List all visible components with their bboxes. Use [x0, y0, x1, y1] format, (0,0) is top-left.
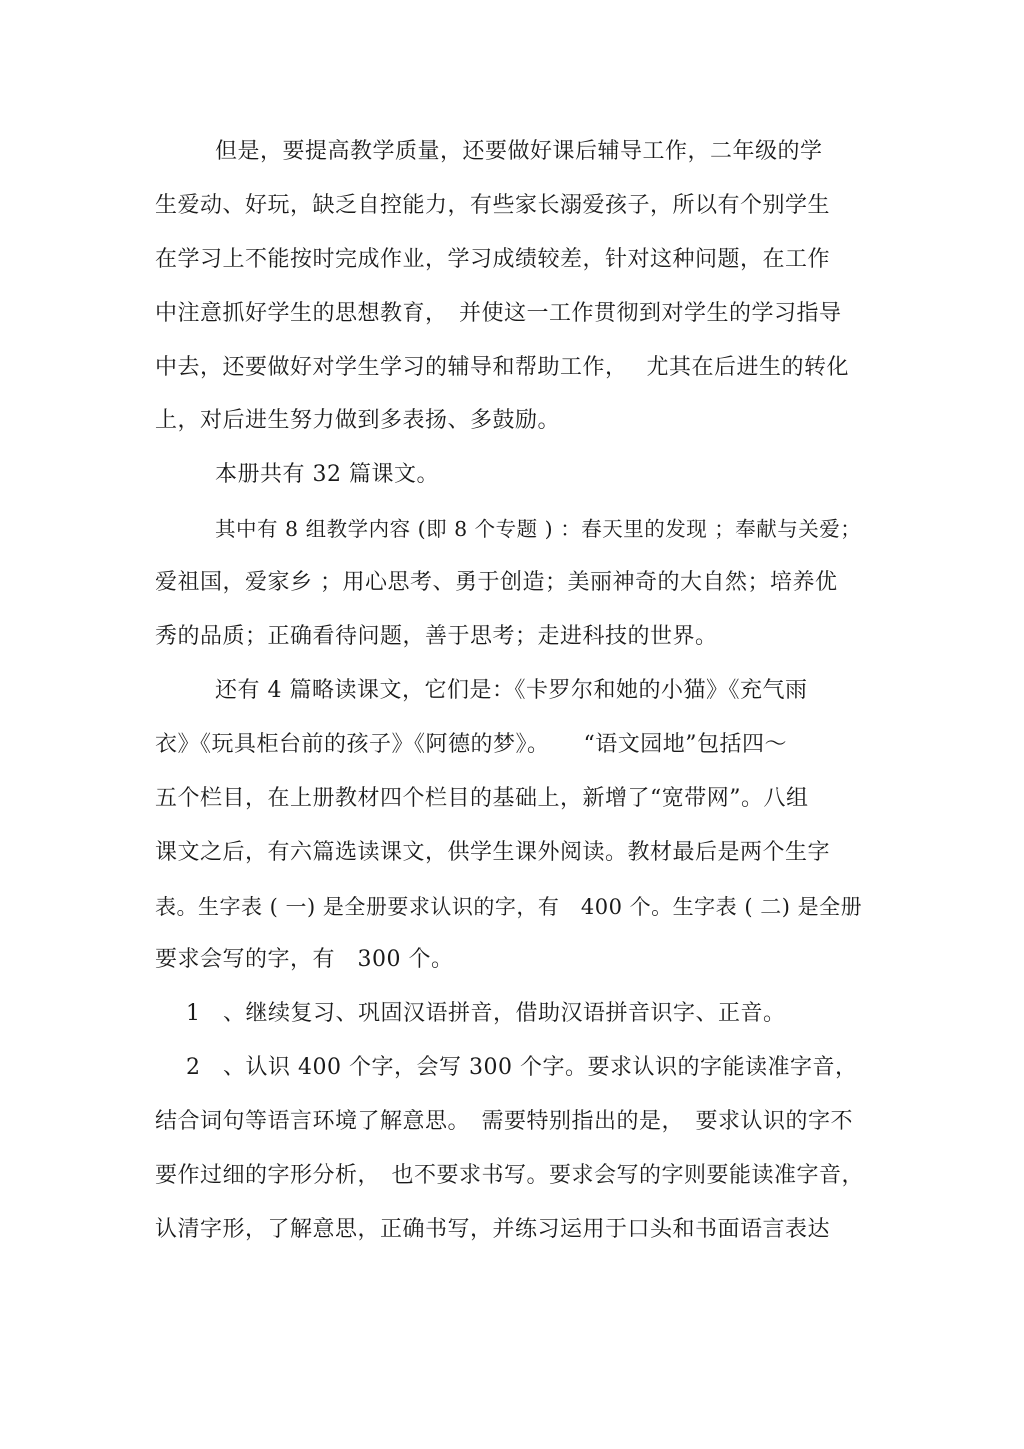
paragraph-line: 五个栏目，在上册教材四个栏目的基础上，新增了“宽带网”。八组	[155, 786, 809, 811]
paragraph-line: 中去，还要做好对学生学习的辅导和帮助工作， 尤其在后进生的转化	[155, 355, 849, 380]
paragraph-line: 本册共有 32 篇课文。	[215, 462, 439, 487]
paragraph-line: 认清字形，了解意思，正确书写，并练习运用于口头和书面语言表达	[155, 1217, 831, 1242]
numbered-item-2: 2 、认识 400 个字，会写 300 个字。要求认识的字能读准字音，	[186, 1055, 858, 1080]
paragraph-line: 结合词句等语言环境了解意思。 需要特别指出的是， 要求认识的字不	[155, 1109, 854, 1134]
paragraph-line: 爱祖国，爱家乡 ；用心思考、勇于创造；美丽神奇的大自然；培养优	[155, 570, 838, 595]
paragraph-line: 秀的品质；正确看待问题，善于思考；走进科技的世界。	[155, 624, 718, 649]
paragraph-line: 在学习上不能按时完成作业，学习成绩较差，针对这种问题，在工作	[155, 247, 831, 272]
paragraph-line: 要求会写的字，有 300 个。	[155, 947, 454, 972]
paragraph-line: 表。生字表 ( 一) 是全册要求认识的字，有 400 个。生字表 ( 二) 是全册	[155, 895, 863, 919]
paragraph-line: 中注意抓好学生的思想教育， 并使这一工作贯彻到对学生的学习指导	[155, 301, 842, 326]
paragraph-line: 课文之后，有六篇选读课文，供学生课外阅读。教材最后是两个生字	[155, 840, 831, 865]
paragraph-line: 上，对后进生努力做到多表扬、多鼓励。	[155, 408, 561, 433]
paragraph-line: 还有 4 篇略读课文，它们是：《卡罗尔和她的小猫》《充气雨	[215, 678, 808, 703]
paragraph-line: 生爱动、好玩，缺乏自控能力，有些家长溺爱孩子，所以有个别学生	[155, 193, 831, 218]
numbered-item-1: 1 、继续复习、巩固汉语拼音，借助汉语拼音识字、正音。	[186, 1001, 786, 1026]
paragraph-line: 但是，要提高教学质量，还要做好课后辅导工作，二年级的学	[215, 139, 823, 164]
paragraph-line: 要作过细的字形分析， 也不要求书写。要求会写的字则要能读准字音，	[155, 1163, 865, 1188]
paragraph-line: 其中有 8 组教学内容 (即 8 个专题 ) ：春天里的发现 ；奉献与关爱；	[215, 517, 862, 541]
paragraph-line: 衣》《玩具柜台前的孩子》《阿德的梦》。 “语文园地”包括四～	[155, 732, 787, 757]
